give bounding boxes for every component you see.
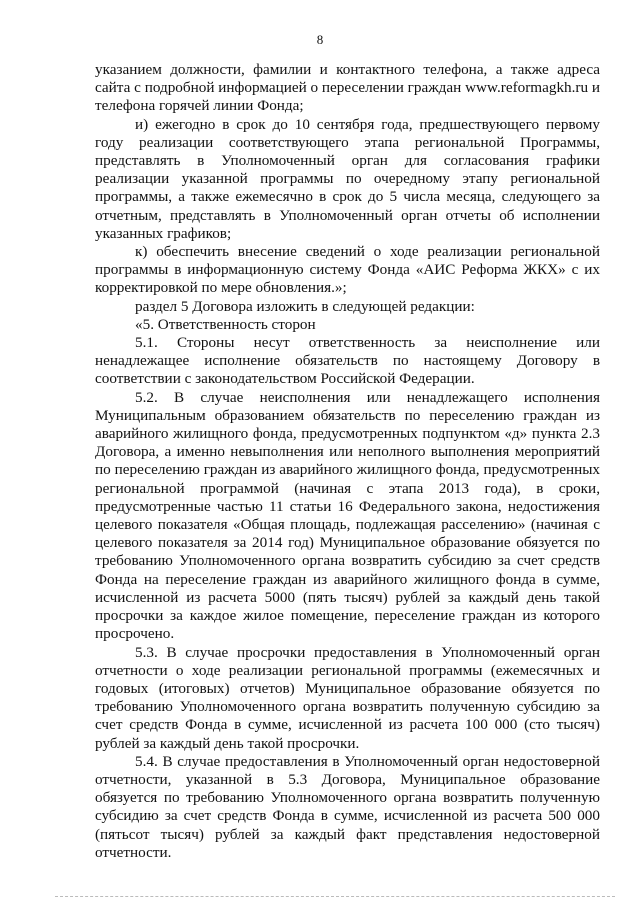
paragraph-item-i: и) ежегодно в срок до 10 сентября года, предшествующего первому году реализации соответствующего этапа региональной Программы, представлять в Уполномоченный орган для согласования графики реализации указанной программы по очередному этапу региональной программы, а также ежемесячно в срок до 5 числа месяца, следующего за отчетным, представлять в Уполномоченный орган отчеты об исполнении указанных графиков; bbox=[95, 115, 600, 242]
page-bottom-rule bbox=[55, 896, 615, 898]
section-heading-responsibility: «5. Ответственность сторон bbox=[135, 315, 316, 333]
page-number: 8 bbox=[316, 32, 324, 47]
paragraph-contact-info: указанием должности, фамилии и контактного телефона, а также адреса сайта с подробной информацией о переселении граждан www.reformagkh.ru и телефона горячей линии Фонда; bbox=[95, 61, 601, 115]
paragraph-5-2: 5.2. В случае неисполнения или ненадлежащего исполнения Муниципальным образованием обязательств по переселению граждан из аварийного жилищного фонда, предусмотренных подпунктом «д» пункта 2.3 Договора, а именно невыполнения или неполного выполнения мероприятий по переселению граждан из аварийного жилищного фонда, предусмотренных региональной программой (начиная с этапа 2013 года), в сроки, предусмотренные частью 11 статьи 16 Федерального закона, недостижения целевого показателя «Общая площадь, подлежащая расселению» (начиная с целевого показателя за 2014 год) Муниципальное образование обязуется по требованию Уполномоченного органа возвратить субсидию за счет средств Фонда на переселение граждан из аварийного жилищного фонда в сумме, исчисленной из расчета 5000 (пять тысяч) рублей за каждый день такой просрочки за каждое жилое помещение, переселение граждан из которого просрочено. bbox=[95, 388, 600, 643]
paragraph-5-3: 5.3. В случае просрочки предоставления в Уполномоченный орган отчетности о ходе реализации региональной программы (ежемесячных и годовых (итоговых) отчетов) Муниципальное образование обязуется по требованию Уполномоченного органа возвратить полученную субсидию за счет средств Фонда в сумме, исчисленной из расчета 100 000 (сто тысяч) рублей за каждый день такой просрочки. bbox=[95, 643, 600, 752]
paragraph-section5-intro: раздел 5 Договора изложить в следующей редакции: bbox=[135, 297, 475, 315]
document-body bbox=[95, 61, 600, 862]
paragraph-5-4: 5.4. В случае предоставления в Уполномоченный орган недостоверной отчетности, указанной в 5.3 Договора, Муниципальное образование обязуется по требованию Уполномоченного органа возвратить полученную субсидию за счет средств Фонда в сумме, исчисленной из расчета 500 000 (пятьсот тысяч) рублей за каждый факт представления недостоверной отчетности. bbox=[95, 752, 600, 861]
paragraph-item-k: к) обеспечить внесение сведений о ходе реализации региональной программы в информационную систему Фонда «АИС Реформа ЖКХ» с их корректировкой по мере обновления.»; bbox=[95, 243, 600, 297]
paragraph-5-1: 5.1. Стороны несут ответственность за неисполнение или ненадлежащее исполнение обязательств по настоящему Договору в соответствии с законодательством Российской Федерации. bbox=[95, 334, 600, 388]
